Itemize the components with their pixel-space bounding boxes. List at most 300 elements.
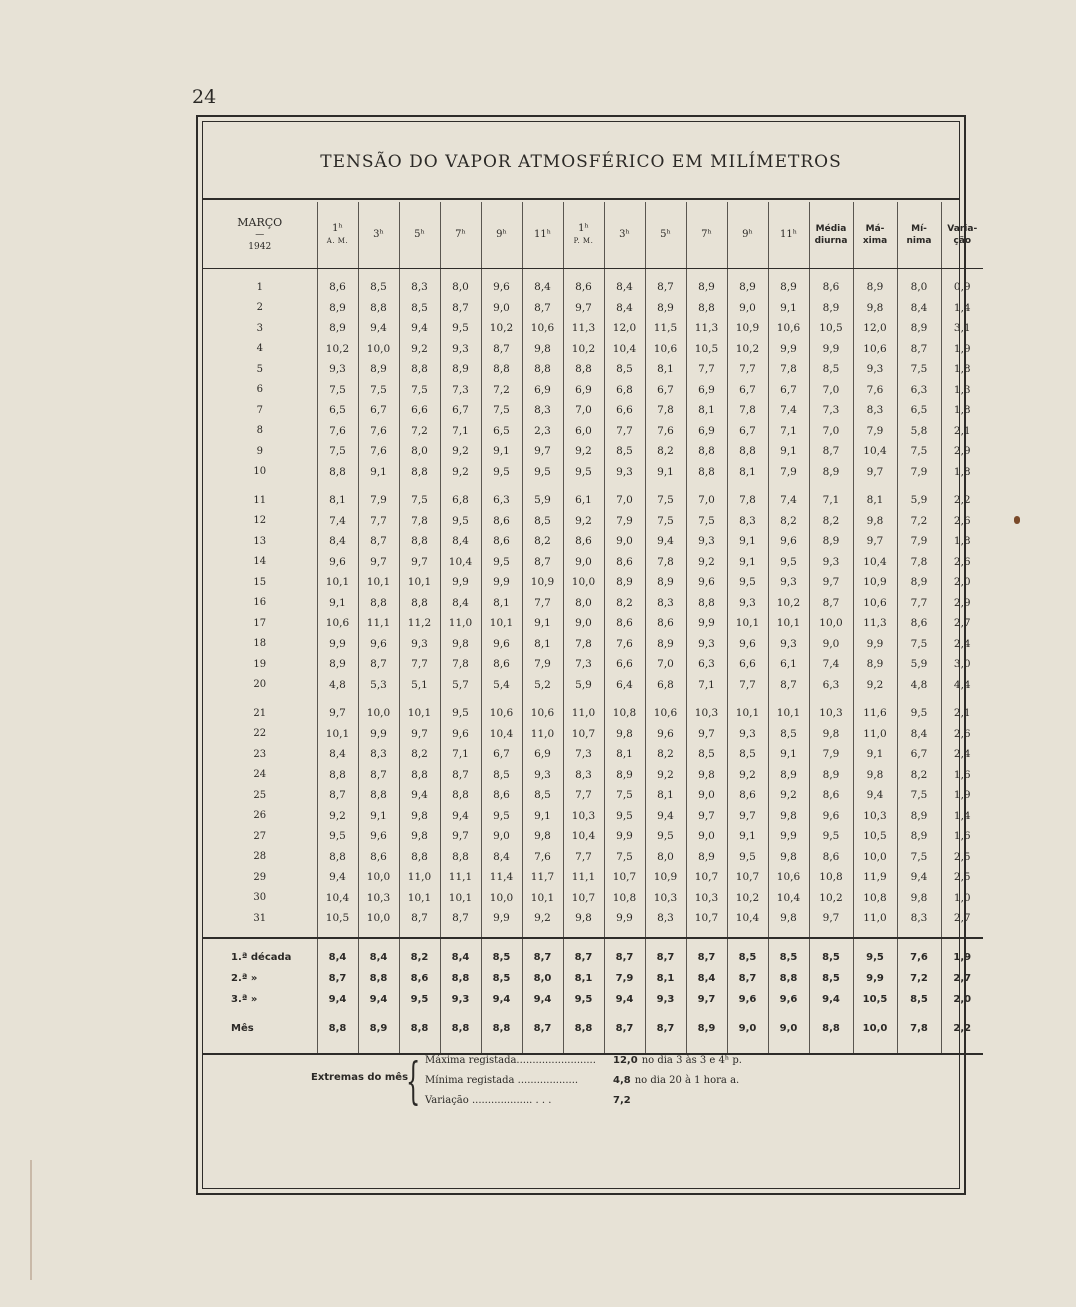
value-cell: 8,9: [853, 654, 897, 675]
summary-value: 8,4: [317, 947, 358, 968]
table-row: [203, 613, 983, 634]
value-cell: 9,5: [522, 462, 563, 483]
value-cell: 7,5: [686, 511, 727, 532]
value-cell: 12,0: [604, 318, 645, 339]
table-frame: [196, 115, 978, 1195]
value-cell: 7,5: [604, 847, 645, 868]
page-edge-mark: [30, 1160, 32, 1280]
value-cell: 8,1: [522, 634, 563, 655]
day-cell: 3: [256, 322, 263, 334]
value-cell: 9,5: [440, 511, 481, 532]
summary-value: 2,0: [941, 989, 983, 1010]
value-cell: 8,7: [358, 765, 399, 786]
value-cell: 8,0: [897, 277, 941, 298]
summary-gap: [203, 1010, 983, 1018]
value-cell: 9,9: [604, 908, 645, 929]
value-cell: 8,1: [727, 462, 768, 483]
summary-value: 8,9: [686, 1018, 727, 1039]
value-cell: 5,8: [897, 421, 941, 442]
value-cell: 9,4: [358, 318, 399, 339]
value-cell: 10,0: [358, 908, 399, 929]
value-cell: 9,6: [645, 724, 686, 745]
value-cell: 9,7: [358, 552, 399, 573]
decade-gap: [203, 482, 983, 490]
value-cell: 8,8: [727, 441, 768, 462]
value-cell: 9,3: [809, 552, 853, 573]
table-row: [203, 867, 983, 888]
value-cell: 8,2: [809, 511, 853, 532]
value-cell: 7,5: [317, 380, 358, 401]
value-cell: 7,8: [399, 511, 440, 532]
table-row: [203, 441, 983, 462]
value-cell: 9,1: [481, 441, 522, 462]
value-cell: 9,7: [727, 806, 768, 827]
value-cell: 9,5: [809, 826, 853, 847]
value-cell: 4,4: [941, 675, 983, 696]
day-cell: 8: [256, 425, 263, 437]
value-cell: 9,2: [440, 441, 481, 462]
summary-value: 8,8: [768, 968, 809, 989]
value-cell: 9,6: [358, 826, 399, 847]
value-cell: 9,3: [768, 634, 809, 655]
value-cell: 8,5: [358, 277, 399, 298]
value-cell: 10,2: [727, 339, 768, 360]
value-cell: 10,1: [358, 572, 399, 593]
table-row: [203, 531, 983, 552]
value-cell: 2,5: [941, 847, 983, 868]
value-cell: 6,8: [604, 380, 645, 401]
value-cell: 8,7: [809, 441, 853, 462]
value-cell: 9,8: [522, 339, 563, 360]
summary-value: 7,8: [897, 1018, 941, 1039]
value-cell: 8,9: [604, 572, 645, 593]
value-cell: 2,5: [941, 867, 983, 888]
value-cell: 8,2: [645, 744, 686, 765]
value-cell: 9,5: [768, 552, 809, 573]
value-cell: 8,7: [440, 298, 481, 319]
value-cell: 10,0: [358, 703, 399, 724]
value-cell: 2,7: [941, 908, 983, 929]
value-cell: 8,5: [686, 744, 727, 765]
page-number: 24: [192, 86, 217, 108]
value-cell: 7,5: [399, 380, 440, 401]
value-cell: 1,8: [941, 359, 983, 380]
value-cell: 10,7: [727, 867, 768, 888]
ink-speck: [1014, 516, 1020, 524]
value-cell: 7,7: [727, 675, 768, 696]
value-cell: 8,2: [399, 744, 440, 765]
summary-value: 9,5: [399, 989, 440, 1010]
value-cell: 8,6: [481, 785, 522, 806]
value-cell: 9,8: [809, 724, 853, 745]
value-cell: 10,3: [358, 888, 399, 909]
value-cell: 9,0: [604, 531, 645, 552]
value-cell: 9,7: [686, 806, 727, 827]
value-cell: 9,0: [727, 298, 768, 319]
value-cell: 9,9: [686, 613, 727, 634]
summary-value: 9,7: [686, 989, 727, 1010]
value-cell: 10,1: [768, 613, 809, 634]
value-cell: 7,8: [645, 552, 686, 573]
value-cell: 9,5: [645, 826, 686, 847]
value-cell: 9,7: [686, 724, 727, 745]
value-cell: 7,7: [522, 593, 563, 614]
value-cell: 5,9: [522, 490, 563, 511]
summary-row: [203, 968, 983, 989]
value-cell: 9,5: [440, 703, 481, 724]
value-cell: 8,8: [686, 441, 727, 462]
value-cell: 9,1: [522, 806, 563, 827]
value-cell: 6,6: [399, 400, 440, 421]
hour-header: 11ʰ: [768, 202, 809, 269]
value-cell: 10,9: [853, 572, 897, 593]
value-cell: 2,1: [941, 421, 983, 442]
value-cell: 6,9: [686, 421, 727, 442]
value-cell: 10,9: [727, 318, 768, 339]
value-cell: 9,9: [317, 634, 358, 655]
value-cell: 7,9: [358, 490, 399, 511]
value-cell: 1,6: [941, 765, 983, 786]
value-cell: 7,7: [604, 421, 645, 442]
value-cell: 6,5: [317, 400, 358, 421]
value-cell: 10,2: [481, 318, 522, 339]
value-cell: 9,8: [686, 765, 727, 786]
value-cell: 11,5: [645, 318, 686, 339]
value-cell: 9,5: [481, 462, 522, 483]
value-cell: 7,9: [768, 462, 809, 483]
value-cell: 8,5: [522, 511, 563, 532]
extreme-min-value: 4,8 no dia 20 à 1 hora a.: [613, 1075, 740, 1086]
value-cell: 1,4: [941, 298, 983, 319]
value-cell: 8,2: [768, 511, 809, 532]
summary-value: 9,9: [853, 968, 897, 989]
summary-gap: [203, 938, 983, 947]
value-cell: 8,6: [645, 613, 686, 634]
value-cell: 9,3: [686, 531, 727, 552]
value-cell: 8,3: [358, 744, 399, 765]
value-cell: 8,9: [853, 277, 897, 298]
value-cell: 11,4: [481, 867, 522, 888]
value-cell: 9,2: [440, 462, 481, 483]
value-cell: 8,5: [768, 724, 809, 745]
value-cell: 8,5: [604, 359, 645, 380]
value-cell: 10,5: [317, 908, 358, 929]
value-cell: 7,9: [897, 462, 941, 483]
extreme-variation-label: Variação ................... . . .: [425, 1095, 552, 1106]
value-cell: 6,6: [604, 400, 645, 421]
vapor-tension-table: [203, 202, 983, 1055]
summary-value: 8,7: [686, 947, 727, 968]
value-cell: 8,0: [399, 441, 440, 462]
value-cell: 7,6: [358, 421, 399, 442]
summary-value: 1,9: [941, 947, 983, 968]
value-cell: 8,4: [604, 298, 645, 319]
value-cell: 7,7: [727, 359, 768, 380]
day-cell: 11: [253, 494, 267, 506]
page-title: TENSÃO DO VAPOR ATMOSFÉRICO EM MILÍMETROS: [320, 152, 842, 172]
value-cell: 7,1: [809, 490, 853, 511]
value-cell: 6,7: [768, 380, 809, 401]
summary-value: 8,8: [440, 968, 481, 989]
value-cell: 2,1: [941, 703, 983, 724]
day-cell: 22: [253, 728, 267, 740]
value-cell: 9,8: [563, 908, 604, 929]
value-cell: 9,6: [317, 552, 358, 573]
month-dash: —: [255, 230, 265, 240]
table-row: [203, 572, 983, 593]
day-cell: 9: [256, 445, 263, 457]
summary-value: 8,8: [358, 968, 399, 989]
value-cell: 8,7: [522, 298, 563, 319]
value-cell: 8,1: [645, 359, 686, 380]
value-cell: 9,2: [686, 552, 727, 573]
summary-label: 2.ª »: [231, 972, 258, 984]
value-cell: 9,8: [768, 908, 809, 929]
summary-value: 8,4: [686, 968, 727, 989]
value-cell: 8,9: [358, 359, 399, 380]
day-cell: 17: [253, 617, 267, 629]
value-cell: 8,6: [481, 511, 522, 532]
value-cell: 7,5: [897, 785, 941, 806]
value-cell: 9,3: [686, 634, 727, 655]
value-cell: 7,1: [440, 421, 481, 442]
value-cell: 7,9: [809, 744, 853, 765]
value-cell: 9,4: [645, 531, 686, 552]
value-cell: 7,7: [563, 847, 604, 868]
value-cell: 9,5: [481, 552, 522, 573]
value-cell: 11,0: [853, 908, 897, 929]
value-cell: 9,3: [440, 339, 481, 360]
value-cell: 8,6: [809, 785, 853, 806]
table-row: [203, 593, 983, 614]
value-cell: 10,4: [768, 888, 809, 909]
value-cell: 9,4: [645, 806, 686, 827]
value-cell: 10,0: [809, 613, 853, 634]
value-cell: 10,1: [399, 703, 440, 724]
value-cell: 8,9: [768, 277, 809, 298]
value-cell: 10,4: [727, 908, 768, 929]
hour-header: 3ʰ: [358, 202, 399, 269]
value-cell: 8,3: [727, 511, 768, 532]
value-cell: 8,9: [809, 531, 853, 552]
value-cell: 6,5: [897, 400, 941, 421]
value-cell: 10,2: [768, 593, 809, 614]
value-cell: 8,8: [440, 847, 481, 868]
value-cell: 10,6: [522, 318, 563, 339]
value-cell: 8,9: [897, 806, 941, 827]
value-cell: 8,9: [897, 318, 941, 339]
value-cell: 8,4: [440, 531, 481, 552]
value-cell: 10,0: [358, 339, 399, 360]
value-cell: 1,8: [941, 462, 983, 483]
value-cell: 8,3: [563, 765, 604, 786]
value-cell: 8,9: [897, 572, 941, 593]
value-cell: 7,8: [768, 359, 809, 380]
value-cell: 10,2: [317, 339, 358, 360]
day-cell: 10: [253, 466, 267, 478]
value-cell: 9,6: [727, 634, 768, 655]
value-cell: 9,1: [317, 593, 358, 614]
value-cell: 7,9: [604, 511, 645, 532]
summary-value: 9,4: [809, 989, 853, 1010]
value-cell: 6,8: [440, 490, 481, 511]
value-cell: 10,8: [809, 867, 853, 888]
table-row: [203, 806, 983, 827]
summary-value: 8,5: [897, 989, 941, 1010]
table-row: [203, 552, 983, 573]
table-row: [203, 511, 983, 532]
value-cell: 3,1: [941, 318, 983, 339]
summary-value: 9,4: [604, 989, 645, 1010]
value-cell: 10,0: [563, 572, 604, 593]
day-cell: 26: [253, 810, 267, 822]
value-cell: 7,5: [897, 634, 941, 655]
value-cell: 8,7: [809, 593, 853, 614]
value-cell: 9,1: [768, 744, 809, 765]
value-cell: 8,3: [897, 908, 941, 929]
value-cell: 9,4: [853, 785, 897, 806]
value-cell: 8,0: [645, 847, 686, 868]
summary-value: 7,9: [604, 968, 645, 989]
value-cell: 8,5: [604, 441, 645, 462]
value-cell: 10,4: [563, 826, 604, 847]
value-cell: 8,5: [522, 785, 563, 806]
value-cell: 11,1: [563, 867, 604, 888]
summary-value: 8,0: [522, 968, 563, 989]
value-cell: 8,7: [522, 552, 563, 573]
min-header: Mí- nima: [897, 202, 941, 269]
value-cell: 9,7: [399, 724, 440, 745]
value-cell: 8,9: [897, 826, 941, 847]
table-row: [203, 339, 983, 360]
summary-value: 8,1: [645, 968, 686, 989]
value-cell: 9,2: [399, 339, 440, 360]
value-cell: 8,8: [317, 765, 358, 786]
summary-value: 9,5: [563, 989, 604, 1010]
value-cell: 8,8: [358, 785, 399, 806]
day-cell: 21: [253, 707, 267, 719]
table-row: [203, 400, 983, 421]
value-cell: 8,1: [853, 490, 897, 511]
value-cell: 7,5: [897, 847, 941, 868]
value-cell: 8,4: [317, 744, 358, 765]
value-cell: 11,1: [440, 867, 481, 888]
value-cell: 9,2: [853, 675, 897, 696]
value-cell: 9,2: [563, 511, 604, 532]
value-cell: 9,7: [317, 703, 358, 724]
value-cell: 8,4: [897, 724, 941, 745]
value-cell: 9,1: [768, 441, 809, 462]
summary-value: 10,5: [853, 989, 897, 1010]
value-cell: 10,7: [563, 724, 604, 745]
value-cell: 7,7: [358, 511, 399, 532]
value-cell: 9,1: [727, 552, 768, 573]
value-cell: 1,9: [941, 339, 983, 360]
value-cell: 2,3: [522, 421, 563, 442]
value-cell: 11,3: [853, 613, 897, 634]
value-cell: 10,6: [853, 593, 897, 614]
summary-value: 2,2: [941, 1018, 983, 1039]
value-cell: 9,9: [481, 572, 522, 593]
summary-value: 8,1: [563, 968, 604, 989]
value-cell: 8,8: [686, 593, 727, 614]
value-cell: 2,6: [941, 552, 983, 573]
value-cell: 5,3: [358, 675, 399, 696]
value-cell: 10,3: [809, 703, 853, 724]
summary-value: 8,7: [604, 1018, 645, 1039]
day-cell: 2: [256, 302, 263, 314]
summary-rows: [203, 938, 983, 1054]
summary-value: 9,3: [440, 989, 481, 1010]
value-cell: 9,0: [481, 826, 522, 847]
summary-value: 7,2: [897, 968, 941, 989]
value-cell: 10,6: [481, 703, 522, 724]
value-cell: 7,8: [645, 400, 686, 421]
value-cell: 10,4: [853, 552, 897, 573]
value-cell: 9,5: [727, 572, 768, 593]
table-row: [203, 908, 983, 929]
value-cell: 8,9: [317, 298, 358, 319]
value-cell: 7,2: [897, 511, 941, 532]
value-cell: 8,6: [604, 613, 645, 634]
value-cell: 8,3: [853, 400, 897, 421]
value-cell: 9,0: [563, 613, 604, 634]
max-header: Má- xima: [853, 202, 897, 269]
value-cell: 6,6: [727, 654, 768, 675]
day-cell: 31: [253, 912, 267, 924]
day-cell: 13: [253, 535, 267, 547]
value-cell: 9,9: [358, 724, 399, 745]
value-cell: 9,5: [317, 826, 358, 847]
summary-value: 9,3: [645, 989, 686, 1010]
summary-value: 8,8: [563, 1018, 604, 1039]
value-cell: 6,7: [481, 744, 522, 765]
value-cell: 8,5: [727, 744, 768, 765]
summary-value: 8,7: [563, 947, 604, 968]
day-cell: 16: [253, 597, 267, 609]
value-cell: 9,1: [358, 806, 399, 827]
value-cell: 9,2: [563, 441, 604, 462]
value-cell: 10,1: [522, 888, 563, 909]
value-cell: 5,1: [399, 675, 440, 696]
title-divider: [203, 198, 959, 200]
hour-header: 9ʰ: [481, 202, 522, 269]
value-cell: 9,3: [727, 724, 768, 745]
value-cell: 11,1: [358, 613, 399, 634]
value-cell: 8,9: [645, 298, 686, 319]
value-cell: 9,7: [399, 552, 440, 573]
brace-icon: {: [406, 1052, 421, 1110]
value-cell: 9,4: [317, 867, 358, 888]
value-cell: 8,1: [481, 593, 522, 614]
value-cell: 9,4: [399, 785, 440, 806]
value-cell: 7,0: [809, 380, 853, 401]
day-cell: 14: [253, 556, 267, 568]
value-cell: 8,6: [481, 654, 522, 675]
value-cell: 8,1: [604, 744, 645, 765]
value-cell: 10,1: [317, 724, 358, 745]
value-cell: 9,7: [809, 908, 853, 929]
value-cell: 9,2: [727, 765, 768, 786]
value-cell: 2,6: [941, 511, 983, 532]
table-row: [203, 654, 983, 675]
value-cell: 9,1: [853, 744, 897, 765]
value-cell: 8,9: [768, 765, 809, 786]
value-cell: 11,2: [399, 613, 440, 634]
value-cell: 1,9: [941, 785, 983, 806]
value-cell: 9,9: [809, 339, 853, 360]
value-cell: 9,4: [440, 806, 481, 827]
